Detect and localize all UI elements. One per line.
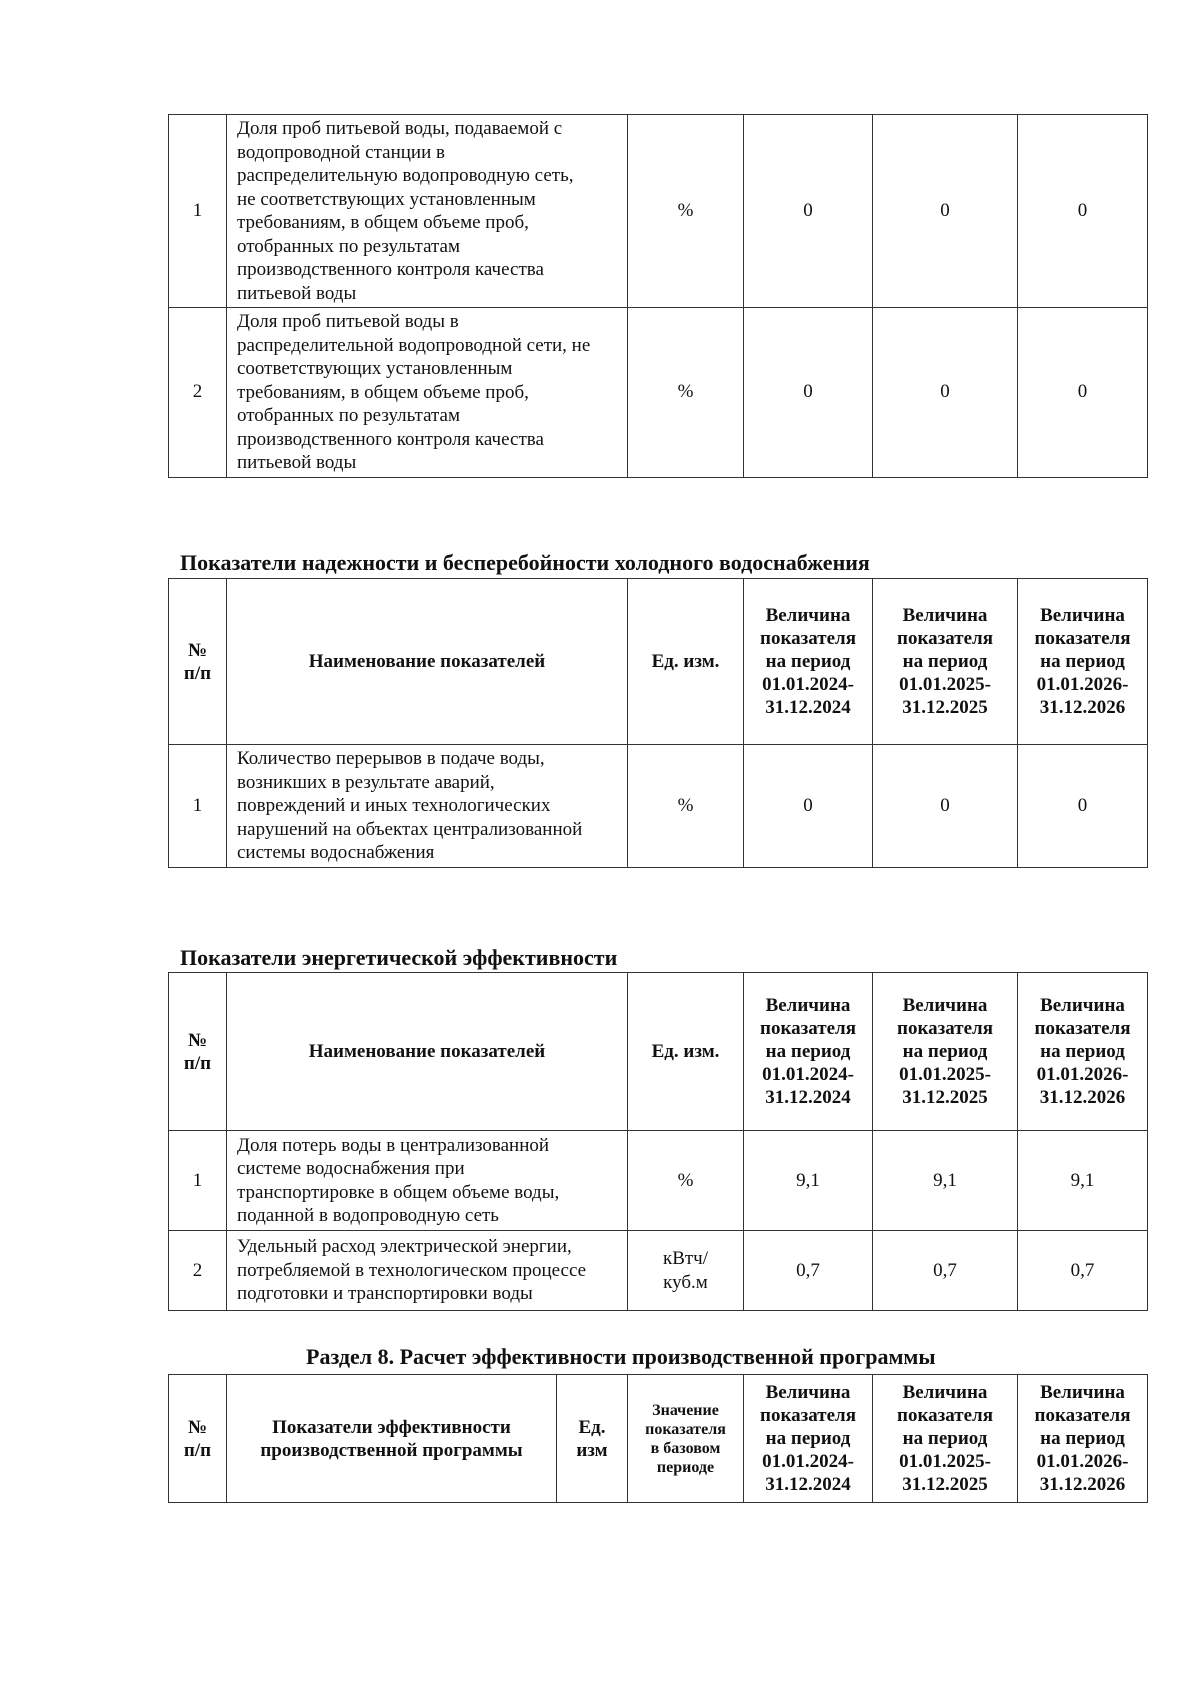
value-2024: 9,1	[744, 1131, 873, 1231]
text-line: Удельный расход электрической энергии,	[237, 1236, 572, 1258]
text-line: транспортировке в общем объеме воды,	[237, 1181, 560, 1203]
text-line: №	[187, 1416, 208, 1438]
text-line: 31.12.2026	[1039, 1474, 1126, 1495]
text-line: Величина	[765, 605, 851, 626]
text-line: показателя	[760, 628, 856, 649]
text-line: Значение	[652, 1401, 719, 1419]
header-name: Наименование показателей	[227, 579, 628, 745]
value-2025: 0	[873, 115, 1018, 308]
indicator-name	[227, 1231, 628, 1311]
text-line: соответствующих установленным	[237, 358, 513, 379]
row-number: 1	[169, 1131, 227, 1231]
header-period-2024	[744, 1375, 873, 1503]
value-2026: 0	[1018, 745, 1148, 868]
header-unit: Ед. изм.	[628, 579, 744, 745]
text-line: производственной программы	[260, 1439, 523, 1461]
header-number	[169, 579, 227, 745]
section-8-table	[168, 1374, 1148, 1503]
text-line: 01.01.2024-	[762, 1451, 854, 1472]
text-line: не соответствующих установленным	[237, 188, 536, 210]
row-number: 1	[169, 115, 227, 308]
value-2024: 0	[744, 308, 873, 478]
value-2025: 0	[873, 745, 1018, 868]
text-line: 31.12.2024	[765, 1474, 851, 1495]
text-line: Величина	[765, 1382, 851, 1403]
text-line: производственного контроля качества	[237, 428, 544, 450]
row-number: 2	[169, 308, 227, 478]
text-line: изм	[576, 1439, 608, 1461]
text-line: Ед.	[578, 1416, 606, 1438]
text-line: возникших в результате аварий,	[237, 771, 495, 793]
table-row	[169, 115, 1148, 308]
text-line: 01.01.2025-	[899, 674, 991, 695]
text-line: потребляемой в технологическом процессе	[237, 1259, 587, 1281]
header-unit	[557, 1375, 628, 1503]
text-line: производственного контроля качества	[237, 259, 544, 280]
text-line: Величина	[902, 1382, 988, 1403]
text-line: поданной в водопроводную сеть	[237, 1205, 499, 1226]
text-line: Величина	[1040, 1382, 1125, 1403]
text-line: %	[677, 1169, 694, 1191]
text-line: питьевой воды	[237, 452, 357, 473]
text-line: Величина	[1040, 995, 1125, 1016]
text-line: 01.01.2025-	[899, 1064, 991, 1085]
text-line: на период	[765, 1428, 851, 1449]
section-8-title: Раздел 8. Расчет эффективности производственной программы	[306, 1344, 936, 1369]
indicator-name	[227, 745, 628, 868]
value-2024: 0	[744, 115, 873, 308]
text-line: 31.12.2025	[902, 1087, 988, 1108]
text-line: на период	[1040, 1428, 1125, 1449]
text-line: требованиям, в общем объеме проб,	[237, 381, 529, 403]
value-2025: 0,7	[873, 1231, 1018, 1311]
text-line: 31.12.2024	[765, 697, 851, 718]
text-line: Количество перерывов в подаче воды,	[237, 748, 545, 769]
text-line: Величина	[765, 995, 851, 1016]
text-line: 31.12.2025	[902, 1474, 988, 1495]
text-line: на период	[765, 1041, 851, 1062]
text-line: 31.12.2026	[1039, 1087, 1126, 1108]
text-line: показателя	[645, 1420, 726, 1438]
text-line: распределительную водопроводную сеть,	[237, 165, 574, 186]
text-line: периоде	[656, 1458, 715, 1476]
text-line: 01.01.2026-	[1036, 1064, 1129, 1085]
text-line: Доля потерь воды в централизованной	[237, 1134, 550, 1156]
text-line: показателя	[897, 628, 993, 649]
text-line: 01.01.2024-	[762, 674, 854, 695]
text-line: в базовом	[650, 1439, 721, 1457]
text-line: отобранных по результатам	[237, 405, 460, 426]
indicator-name	[227, 1131, 628, 1231]
reliability-table	[168, 578, 1148, 868]
value-2025: 0	[873, 308, 1018, 478]
text-line: 01.01.2025-	[899, 1451, 991, 1472]
value-2026: 0,7	[1018, 1231, 1148, 1311]
header-period-2026	[1018, 973, 1148, 1131]
text-line: Доля проб питьевой воды, подаваемой с	[237, 118, 563, 139]
unit-cell	[628, 1131, 744, 1231]
text-line: №	[187, 1029, 208, 1051]
row-number: 1	[169, 745, 227, 868]
table-row	[169, 308, 1148, 478]
header-number	[169, 1375, 227, 1503]
text-line: Величина	[902, 995, 988, 1016]
header-period-2025	[873, 973, 1018, 1131]
text-line: на период	[902, 1428, 988, 1449]
table-row	[169, 1231, 1148, 1311]
text-line: Величина	[1040, 605, 1125, 626]
text-line: 31.12.2026	[1039, 697, 1126, 718]
text-line: п/п	[183, 1439, 212, 1461]
text-line: показателя	[897, 1405, 993, 1426]
text-line: показателя	[1034, 1018, 1131, 1039]
header-row	[169, 579, 1148, 745]
indicator-name	[227, 115, 628, 308]
text-line: №	[187, 639, 208, 661]
text-line: системы водоснабжения	[237, 842, 435, 863]
quality-table	[168, 114, 1148, 478]
header-unit: Ед. изм.	[628, 973, 744, 1131]
row-number: 2	[169, 1231, 227, 1311]
text-line: требованиям, в общем объеме проб,	[237, 212, 529, 233]
value-2024: 0,7	[744, 1231, 873, 1311]
table-row	[169, 1131, 1148, 1231]
text-line: отобранных по результатам	[237, 235, 460, 257]
header-base-period	[628, 1375, 744, 1503]
header-row	[169, 1375, 1148, 1503]
indicator-name	[227, 308, 628, 478]
text-line: распределительной водопроводной сети, не	[237, 334, 591, 356]
text-line: подготовки и транспортировки воды	[237, 1283, 533, 1305]
text-line: показателя	[760, 1018, 856, 1039]
text-line: на период	[902, 1041, 988, 1062]
text-line: на период	[765, 651, 851, 672]
text-line: 31.12.2024	[765, 1087, 851, 1108]
text-line: кВтч/	[662, 1247, 709, 1269]
header-period-2024	[744, 579, 873, 745]
text-line: п/п	[183, 1052, 212, 1074]
text-line: 01.01.2024-	[762, 1064, 854, 1085]
text-line: на период	[1040, 1041, 1125, 1062]
text-line: водопроводной станции в	[237, 141, 445, 163]
reliability-title: Показатели надежности и бесперебойности холодного водоснабжения	[180, 550, 870, 575]
text-line: 31.12.2025	[902, 697, 988, 718]
unit-cell	[628, 1231, 744, 1311]
unit-cell: %	[628, 745, 744, 868]
text-line: повреждений и иных технологических	[237, 795, 551, 816]
unit-cell: %	[628, 115, 744, 308]
text-line: п/п	[183, 662, 212, 684]
text-line: системе водоснабжения при	[237, 1158, 465, 1179]
text-line: на период	[1040, 651, 1125, 672]
text-line: куб.м	[663, 1271, 708, 1293]
header-period-2025	[873, 1375, 1018, 1503]
value-2025: 9,1	[873, 1131, 1018, 1231]
header-name: Наименование показателей	[227, 973, 628, 1131]
text-line: на период	[902, 651, 988, 672]
value-2026: 0	[1018, 115, 1148, 308]
text-line: 01.01.2026-	[1036, 674, 1129, 695]
header-period-2025	[873, 579, 1018, 745]
energy-title: Показатели энергетической эффективности	[180, 945, 618, 970]
text-line: показателя	[760, 1405, 856, 1426]
text-line: Доля проб питьевой воды в	[237, 311, 459, 332]
text-line: Показатели эффективности	[272, 1416, 511, 1438]
header-period-2024	[744, 973, 873, 1131]
value-2026: 9,1	[1018, 1131, 1148, 1231]
value-2024: 0	[744, 745, 873, 868]
table-row	[169, 745, 1148, 868]
energy-table	[168, 972, 1148, 1311]
unit-cell: %	[628, 308, 744, 478]
header-row	[169, 973, 1148, 1131]
text-line: показателя	[897, 1018, 993, 1039]
header-period-2026	[1018, 1375, 1148, 1503]
text-line: нарушений на объектах централизованной	[237, 818, 583, 840]
header-number	[169, 973, 227, 1131]
value-2026: 0	[1018, 308, 1148, 478]
text-line: показателя	[1034, 628, 1131, 649]
text-line: 01.01.2026-	[1036, 1451, 1129, 1472]
text-line: питьевой воды	[237, 282, 357, 304]
text-line: Величина	[902, 605, 988, 626]
header-name	[227, 1375, 557, 1503]
header-period-2026	[1018, 579, 1148, 745]
text-line: показателя	[1034, 1405, 1131, 1426]
